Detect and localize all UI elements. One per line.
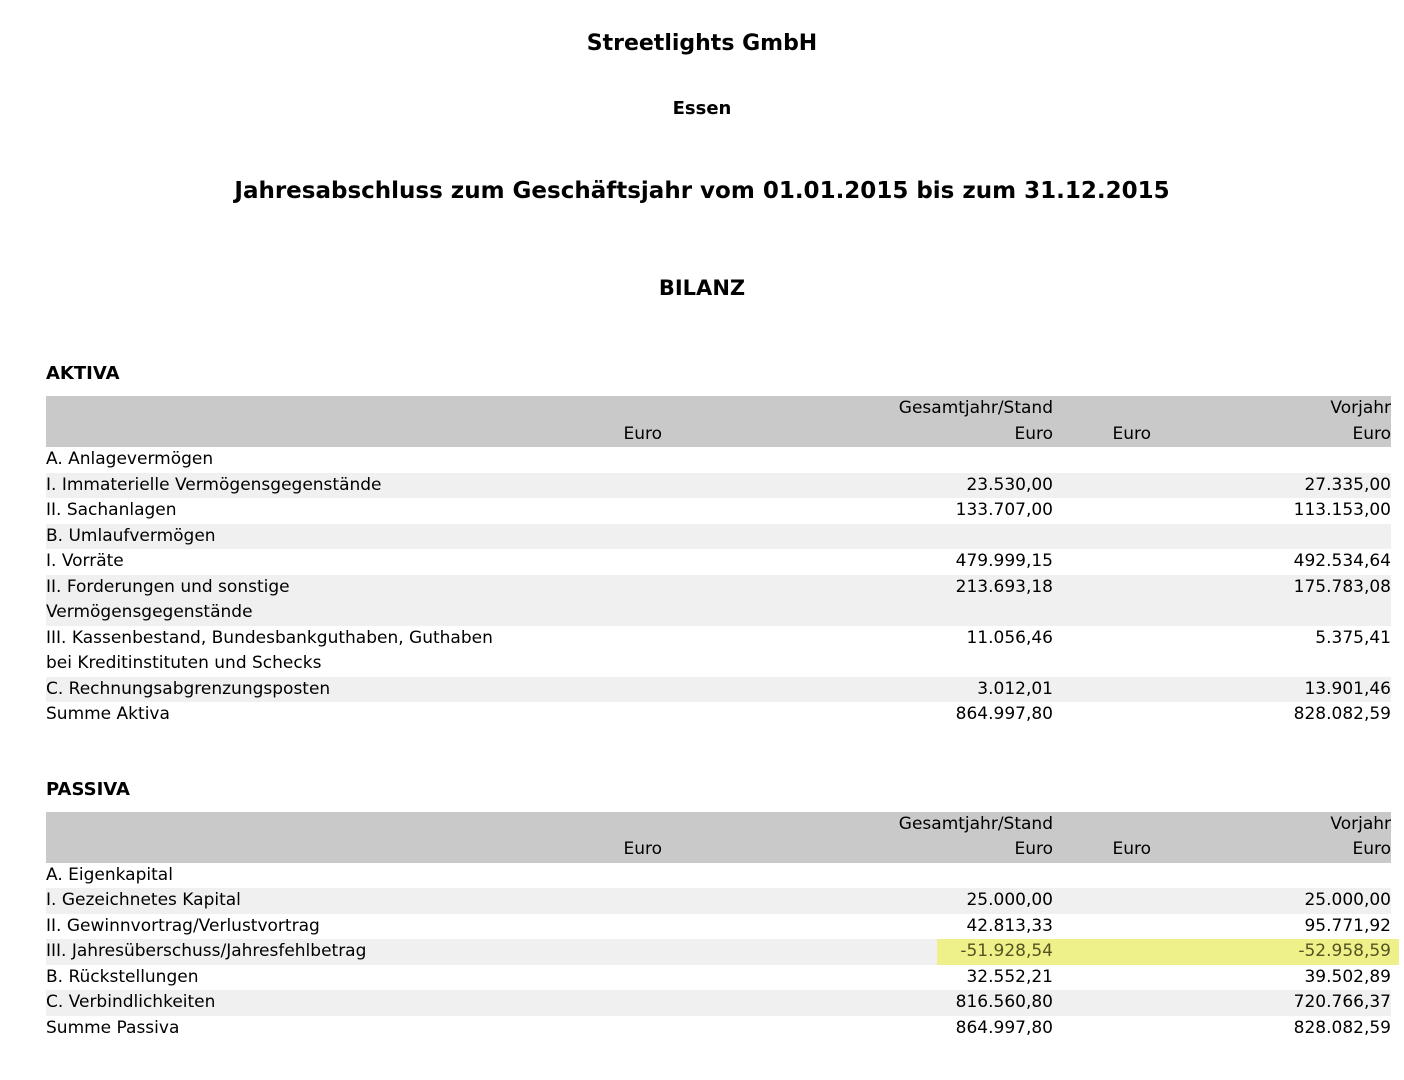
unit-label-euro: Euro xyxy=(1112,423,1151,444)
column-header-gesamtjahr: Gesamtjahr/Stand xyxy=(898,813,1053,834)
spacer-cell xyxy=(1053,549,1151,575)
unit-label-euro: Euro xyxy=(1014,839,1053,859)
aktiva-table-body xyxy=(46,447,1391,728)
value-current xyxy=(662,524,1053,550)
table-row xyxy=(46,447,1391,473)
spacer-cell xyxy=(1053,965,1151,991)
value-previous: 828.082,59 xyxy=(1293,1017,1391,1038)
value-current: 3.012,01 xyxy=(977,678,1053,699)
row-label: C. Verbindlichkeiten xyxy=(46,992,216,1012)
value-current: 32.552,21 xyxy=(966,966,1053,987)
empty-header-cell xyxy=(1053,812,1151,838)
table-row xyxy=(46,677,1391,703)
row-label: I. Vorräte xyxy=(46,551,124,571)
row-label: I. Immaterielle Vermögensgegenstände xyxy=(46,474,382,495)
company-name: Streetlights GmbH xyxy=(586,31,818,56)
company-city: Essen xyxy=(672,98,732,119)
column-header-vorjahr: Vorjahr xyxy=(1330,398,1391,418)
spacer-cell xyxy=(1053,702,1151,728)
spacer-cell xyxy=(1053,888,1151,914)
value-current: 42.813,33 xyxy=(966,915,1053,936)
report-subtitle: BILANZ xyxy=(658,276,746,300)
empty-header-cell xyxy=(1053,396,1151,422)
table-row xyxy=(46,965,1391,991)
value-previous: 113.153,00 xyxy=(1293,500,1391,520)
value-current: 11.056,46 xyxy=(966,627,1053,648)
table-row xyxy=(46,914,1391,940)
value-previous xyxy=(1151,447,1391,473)
empty-header-cell xyxy=(46,812,662,838)
value-current: 23.530,00 xyxy=(966,474,1053,495)
spacer-cell xyxy=(1053,498,1151,524)
value-current xyxy=(662,447,1053,473)
unit-label-euro: Euro xyxy=(623,423,662,444)
column-header-gesamtjahr: Gesamtjahr/Stand xyxy=(898,398,1053,418)
table-row xyxy=(46,1016,1391,1042)
table-row xyxy=(46,626,1391,677)
value-previous: 720.766,37 xyxy=(1293,992,1391,1012)
value-current: 479.999,15 xyxy=(955,551,1053,571)
value-previous xyxy=(1151,863,1391,889)
value-previous: -52.958,59 xyxy=(1298,941,1391,961)
passiva-table-body xyxy=(46,863,1391,1042)
row-label: II. Sachanlagen xyxy=(46,500,177,520)
spacer-cell xyxy=(1053,473,1151,499)
table-row xyxy=(46,939,1391,965)
value-previous xyxy=(1151,524,1391,550)
value-current: 25.000,00 xyxy=(966,890,1053,910)
passiva-table-header xyxy=(46,812,1391,863)
unit-label-euro: Euro xyxy=(1014,423,1053,444)
row-label: Summe Passiva xyxy=(46,1017,180,1038)
row-label: II. Gewinnvortrag/Verlustvortrag xyxy=(46,915,320,936)
row-label: A. Anlagevermögen xyxy=(46,449,214,469)
spacer-cell xyxy=(1053,863,1151,889)
unit-label-euro: Euro xyxy=(1352,839,1391,859)
table-row xyxy=(46,473,1391,499)
value-previous: 175.783,08 xyxy=(1293,576,1391,597)
spacer-cell xyxy=(1053,447,1151,473)
spacer-cell xyxy=(1053,677,1151,703)
table-header-row-columns xyxy=(46,396,1391,422)
spacer-cell xyxy=(1053,990,1151,1016)
spacer-cell xyxy=(1053,626,1151,677)
spacer-cell xyxy=(1053,575,1151,626)
aktiva-heading: AKTIVA xyxy=(46,363,120,384)
empty-header-cell xyxy=(46,396,662,422)
value-previous: 492.534,64 xyxy=(1293,551,1391,571)
row-label: C. Rechnungsabgrenzungsposten xyxy=(46,678,331,699)
table-row xyxy=(46,888,1391,914)
table-row xyxy=(46,990,1391,1016)
table-row xyxy=(46,549,1391,575)
aktiva-table-header xyxy=(46,396,1391,447)
table-header-row-units xyxy=(46,422,1391,448)
row-label: Summe Aktiva xyxy=(46,704,170,724)
value-previous: 39.502,89 xyxy=(1304,966,1391,987)
unit-label-euro: Euro xyxy=(1112,839,1151,859)
table-header-row-units xyxy=(46,837,1391,863)
row-label: III. Kassenbestand, Bundesbankguthaben, Guthaben bei Kreditinstituten und Schecks xyxy=(46,627,493,673)
report-title: Jahresabschluss zum Geschäftsjahr vom 01.01.2015 bis zum 31.12.2015 xyxy=(234,178,1170,204)
table-row xyxy=(46,702,1391,728)
table-header-row-columns xyxy=(46,812,1391,838)
sheet-body xyxy=(46,364,1391,1041)
value-current: -51.928,54 xyxy=(960,941,1053,961)
row-label: II. Forderungen und sonstige Vermögensgegenstände xyxy=(46,576,290,622)
column-header-vorjahr: Vorjahr xyxy=(1330,813,1391,834)
value-current: 816.560,80 xyxy=(955,992,1053,1012)
value-current: 864.997,80 xyxy=(955,1017,1053,1038)
value-current xyxy=(662,863,1053,889)
passiva-section xyxy=(46,780,1391,1042)
unit-label-euro: Euro xyxy=(623,839,662,859)
value-previous: 95.771,92 xyxy=(1304,915,1391,936)
row-label: A. Eigenkapital xyxy=(46,864,173,885)
row-label: B. Umlaufvermögen xyxy=(46,525,216,546)
table-row xyxy=(46,575,1391,626)
value-previous: 828.082,59 xyxy=(1293,704,1391,724)
value-current: 133.707,00 xyxy=(955,500,1053,520)
passiva-heading: PASSIVA xyxy=(46,778,130,800)
unit-label-euro: Euro xyxy=(1352,423,1391,444)
table-row xyxy=(46,863,1391,889)
table-row xyxy=(46,524,1391,550)
table-row xyxy=(46,498,1391,524)
value-previous: 27.335,00 xyxy=(1304,474,1391,495)
value-current: 864.997,80 xyxy=(955,704,1053,724)
aktiva-section xyxy=(46,364,1391,728)
row-label: B. Rückstellungen xyxy=(46,966,199,987)
value-current: 213.693,18 xyxy=(955,576,1053,597)
spacer-cell xyxy=(1053,914,1151,940)
row-label: III. Jahresüberschuss/Jahresfehlbetrag xyxy=(46,941,367,961)
spacer-cell xyxy=(1053,939,1151,965)
value-previous: 5.375,41 xyxy=(1315,627,1391,648)
spacer-cell xyxy=(1053,524,1151,550)
value-previous: 13.901,46 xyxy=(1304,678,1391,699)
value-previous: 25.000,00 xyxy=(1304,890,1391,910)
row-label: I. Gezeichnetes Kapital xyxy=(46,890,241,910)
spacer-cell xyxy=(1053,1016,1151,1042)
